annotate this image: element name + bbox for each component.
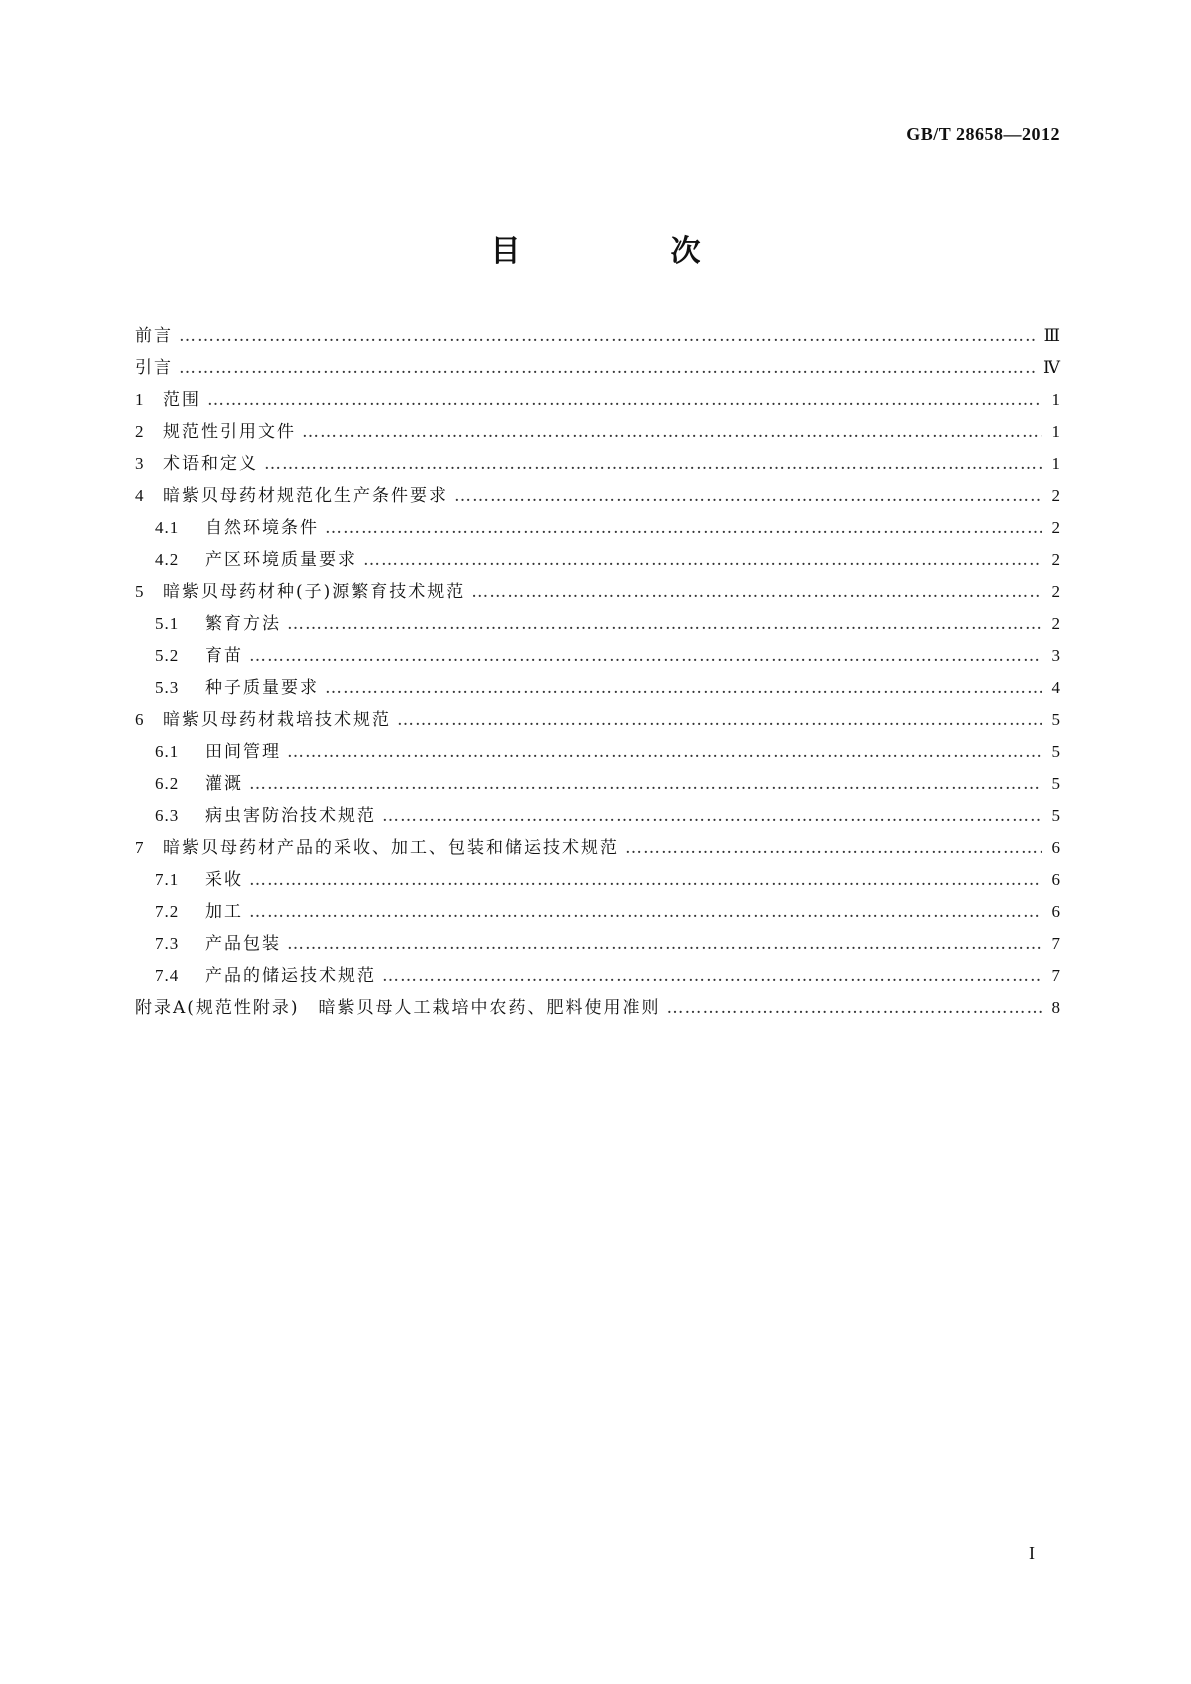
toc-entry[interactable] <box>135 838 1060 858</box>
toc-entry-label: 前言 <box>135 326 173 346</box>
toc-leader-dots <box>667 998 1042 1018</box>
toc-entry-page: Ⅲ <box>1043 326 1060 345</box>
toc-entry-label: 暗紫贝母药材栽培技术规范 <box>163 710 391 730</box>
toc-entry[interactable] <box>135 966 1060 986</box>
toc-leader-dots <box>287 742 1042 762</box>
toc-entry-label: 灌溉 <box>205 774 243 794</box>
toc-entry[interactable] <box>135 358 1060 378</box>
toc-entry-page: Ⅳ <box>1043 358 1060 377</box>
toc-leader-dots <box>363 550 1042 570</box>
toc-entry-number: 5 <box>135 582 144 601</box>
toc-entry[interactable] <box>135 582 1060 602</box>
toc-entry[interactable] <box>135 998 1060 1018</box>
toc-entry-label: 术语和定义 <box>163 454 258 474</box>
toc-entry-label: 附录A(规范性附录) 暗紫贝母人工栽培中农药、肥料使用准则 <box>135 998 661 1018</box>
toc-entry-number: 5.1 <box>155 614 180 633</box>
toc-leader-dots <box>264 454 1042 474</box>
toc-entry-page: 5 <box>1051 774 1060 793</box>
toc-leader-dots <box>382 806 1042 826</box>
toc-entry-number: 4 <box>135 486 144 505</box>
toc-entry-label: 育苗 <box>205 646 243 666</box>
toc-entry-number: 6.2 <box>155 774 180 793</box>
toc-entry[interactable] <box>135 934 1060 954</box>
toc-entry-number: 7 <box>135 838 144 857</box>
toc-leader-dots <box>625 838 1042 858</box>
toc-entry[interactable] <box>135 326 1060 346</box>
toc-entry-page: 1 <box>1051 390 1060 409</box>
toc-entry-page: 2 <box>1051 518 1060 537</box>
toc-entry-label: 产品的储运技术规范 <box>205 966 376 986</box>
toc-entry[interactable] <box>135 422 1060 442</box>
toc-entry-page: 6 <box>1051 838 1060 857</box>
toc-entry[interactable] <box>135 774 1060 794</box>
toc-entry-number: 7.2 <box>155 902 180 921</box>
toc-entry-label: 种子质量要求 <box>205 678 319 698</box>
toc-leader-dots <box>325 678 1042 698</box>
toc-entry-page: 4 <box>1051 678 1060 697</box>
toc-leader-dots <box>325 518 1042 538</box>
toc-entry-page: 3 <box>1051 646 1060 665</box>
toc-entry-label: 加工 <box>205 902 243 922</box>
toc-entry[interactable] <box>135 550 1060 570</box>
toc-leader-dots <box>249 902 1042 922</box>
toc-entry[interactable] <box>135 518 1060 538</box>
toc-leader-dots <box>397 710 1042 730</box>
toc-entry-label: 暗紫贝母药材产品的采收、加工、包装和储运技术规范 <box>163 838 619 858</box>
toc-entry-label: 引言 <box>135 358 173 378</box>
toc-entry-label: 规范性引用文件 <box>163 422 296 442</box>
toc-leader-dots <box>287 614 1042 634</box>
toc-entry-page: 2 <box>1051 486 1060 505</box>
toc-entry[interactable] <box>135 710 1060 730</box>
toc-entry-page: 5 <box>1051 710 1060 729</box>
toc-entry-label: 病虫害防治技术规范 <box>205 806 376 826</box>
toc-entry-page: 5 <box>1051 742 1060 761</box>
toc-entry-number: 7.1 <box>155 870 180 889</box>
toc-entry[interactable] <box>135 902 1060 922</box>
toc-entry-number: 2 <box>135 422 144 441</box>
toc-entry-number: 4.1 <box>155 518 180 537</box>
toc-leader-dots <box>471 582 1042 602</box>
toc-entry-page: 2 <box>1051 614 1060 633</box>
toc-entry-label: 暗紫贝母药材规范化生产条件要求 <box>163 486 448 506</box>
toc-entry-label: 范围 <box>163 390 201 410</box>
toc-leader-dots <box>249 774 1042 794</box>
toc-leader-dots <box>179 326 1038 346</box>
toc-leader-dots <box>454 486 1042 506</box>
toc-leader-dots <box>382 966 1042 986</box>
toc-entry[interactable] <box>135 806 1060 826</box>
toc-entry-number: 3 <box>135 454 144 473</box>
toc-entry-page: 8 <box>1051 998 1060 1017</box>
toc-entry-number: 6.1 <box>155 742 180 761</box>
toc-entry-page: 6 <box>1051 870 1060 889</box>
toc-leader-dots <box>287 934 1042 954</box>
toc-entry-page: 5 <box>1051 806 1060 825</box>
toc-entry[interactable] <box>135 646 1060 666</box>
toc-entry-number: 4.2 <box>155 550 180 569</box>
standard-code: GB/T 28658—2012 <box>906 124 1060 144</box>
toc-entry-page: 7 <box>1051 966 1060 985</box>
toc-entry[interactable] <box>135 486 1060 506</box>
toc-entry[interactable] <box>135 678 1060 698</box>
table-of-contents <box>135 326 1060 1030</box>
toc-entry[interactable] <box>135 870 1060 890</box>
toc-entry-label: 繁育方法 <box>205 614 281 634</box>
toc-entry-label: 田间管理 <box>205 742 281 762</box>
toc-entry[interactable] <box>135 390 1060 410</box>
toc-entry-number: 1 <box>135 390 144 409</box>
toc-entry-page: 2 <box>1051 550 1060 569</box>
toc-entry-label: 暗紫贝母药材种(子)源繁育技术规范 <box>163 582 466 602</box>
toc-entry[interactable] <box>135 614 1060 634</box>
toc-entry-number: 5.2 <box>155 646 180 665</box>
toc-leader-dots <box>207 390 1042 410</box>
toc-entry-label: 自然环境条件 <box>205 518 319 538</box>
toc-leader-dots <box>179 358 1037 378</box>
toc-entry-label: 采收 <box>205 870 243 890</box>
toc-entry-label: 产区环境质量要求 <box>205 550 357 570</box>
toc-entry-number: 5.3 <box>155 678 180 697</box>
toc-leader-dots <box>249 870 1042 890</box>
toc-entry[interactable] <box>135 454 1060 474</box>
toc-entry[interactable] <box>135 742 1060 762</box>
toc-entry-page: 2 <box>1051 582 1060 601</box>
toc-entry-page: 1 <box>1051 422 1060 441</box>
toc-entry-page: 1 <box>1051 454 1060 473</box>
toc-entry-page: 6 <box>1051 902 1060 921</box>
toc-leader-dots <box>302 422 1042 442</box>
toc-entry-number: 6 <box>135 710 144 729</box>
page-title: 目 次 <box>490 234 761 269</box>
toc-entry-number: 6.3 <box>155 806 180 825</box>
page-number: I <box>1029 1543 1035 1563</box>
toc-entry-label: 产品包装 <box>205 934 281 954</box>
toc-leader-dots <box>249 646 1042 666</box>
toc-entry-number: 7.4 <box>155 966 180 985</box>
toc-entry-page: 7 <box>1051 934 1060 953</box>
toc-entry-number: 7.3 <box>155 934 180 953</box>
